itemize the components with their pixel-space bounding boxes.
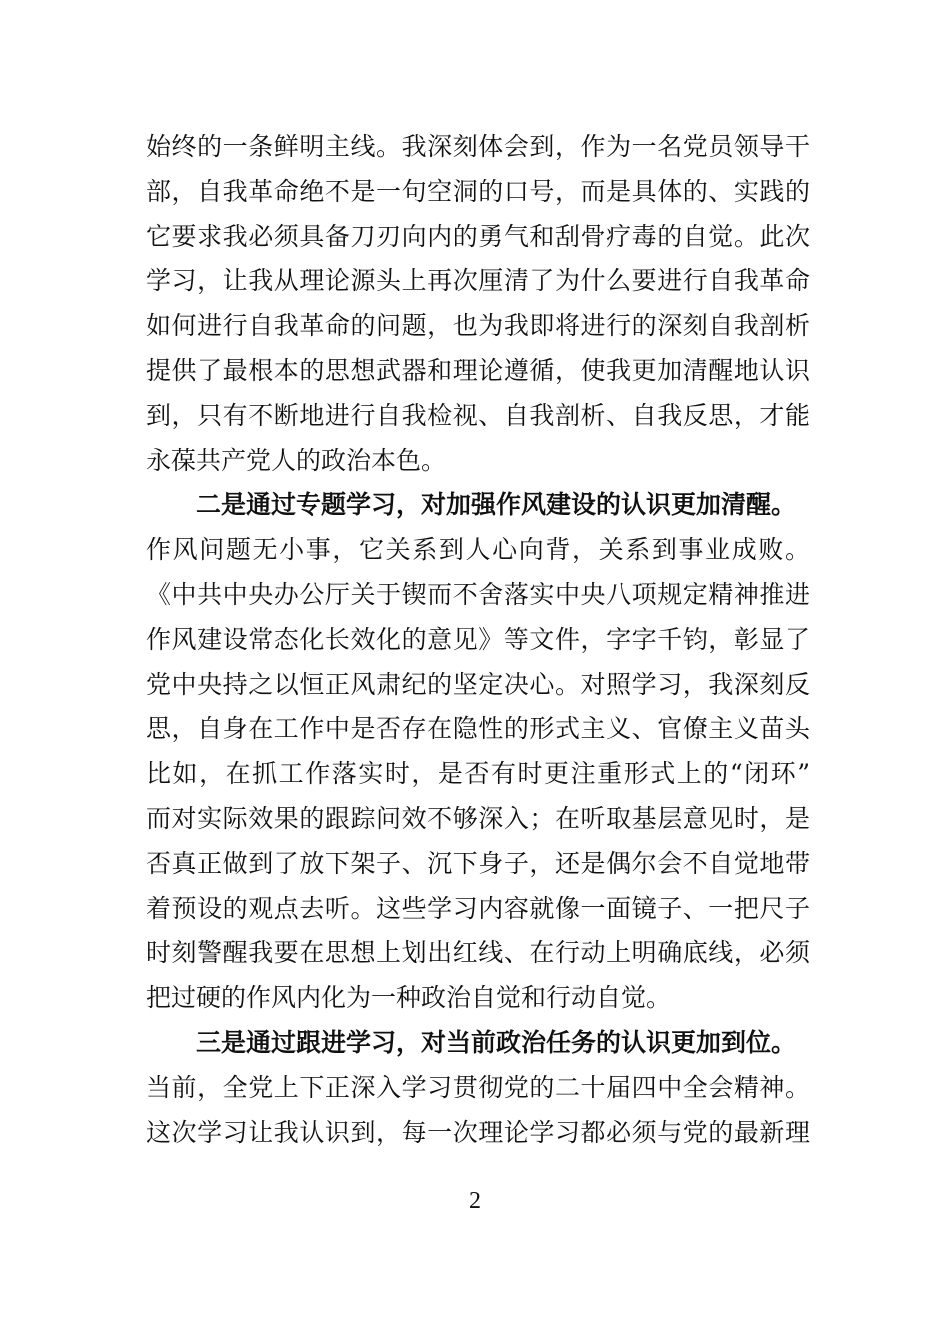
text-line: 着预设的观点去听。这些学习内容就像一面镜子、一把尺子 bbox=[146, 893, 810, 923]
text-line: 到，只有不断地进行自我检视、自我剖析、自我反思，才能 bbox=[146, 400, 810, 430]
text-line: 这次学习让我认识到，每一次理论学习都必须与党的最新理 bbox=[146, 1117, 810, 1147]
text-line: 如何进行自我革命的问题，也为我即将进行的深刻自我剖析 bbox=[146, 311, 810, 341]
text-line: 《中共中央办公厅关于锲而不舍落实中央八项规定精神推进 bbox=[146, 579, 810, 609]
text-line: 把过硬的作风内化为一种政治自觉和行动自觉。 bbox=[146, 983, 672, 1013]
text-line: 时刻警醒我要在思想上划出红线、在行动上明确底线，必须 bbox=[146, 938, 810, 968]
section-heading-2: 二是通过专题学习，对加强作风建设的认识更加清醒。 bbox=[196, 490, 797, 520]
text-line: 作风问题无小事，它关系到人心向背，关系到事业成败。 bbox=[146, 535, 810, 565]
section-heading-3: 三是通过跟进学习，对当前政治任务的认识更加到位。 bbox=[196, 1027, 797, 1057]
text-line: 而对实际效果的跟踪问效不够深入；在听取基层意见时，是 bbox=[146, 803, 810, 833]
text-line: 比如，在抓工作落实时，是否有时更注重形式上的“闭环” bbox=[146, 759, 810, 789]
text-line: 它要求我必须具备刀刃向内的勇气和刮骨疗毒的自觉。此次 bbox=[146, 221, 810, 251]
text-line: 思，自身在工作中是否存在隐性的形式主义、官僚主义苗头 bbox=[146, 714, 810, 744]
text-line: 作风建设常态化长效化的意见》等文件，字字千钧，彰显了 bbox=[146, 624, 810, 654]
text-line: 学习，让我从理论源头上再次厘清了为什么要进行自我革命 bbox=[146, 266, 810, 296]
text-line: 始终的一条鲜明主线。我深刻体会到，作为一名党员领导干 bbox=[146, 132, 810, 161]
page-number: 2 bbox=[469, 1188, 481, 1214]
text-line: 提供了最根本的思想武器和理论遵循，使我更加清醒地认识 bbox=[146, 355, 810, 385]
document-body bbox=[146, 125, 810, 1155]
text-line: 部，自我革命绝不是一句空洞的口号，而是具体的、实践的 bbox=[146, 176, 810, 206]
text-line: 否真正做到了放下架子、沉下身子，还是偶尔会不自觉地带 bbox=[146, 848, 810, 878]
text-line: 党中央持之以恒正风肃纪的坚定决心。对照学习，我深刻反 bbox=[146, 669, 810, 699]
text-line: 永葆共产党人的政治本色。 bbox=[146, 445, 447, 475]
text-line: 当前，全党上下正深入学习贯彻党的二十届四中全会精神。 bbox=[146, 1072, 810, 1102]
